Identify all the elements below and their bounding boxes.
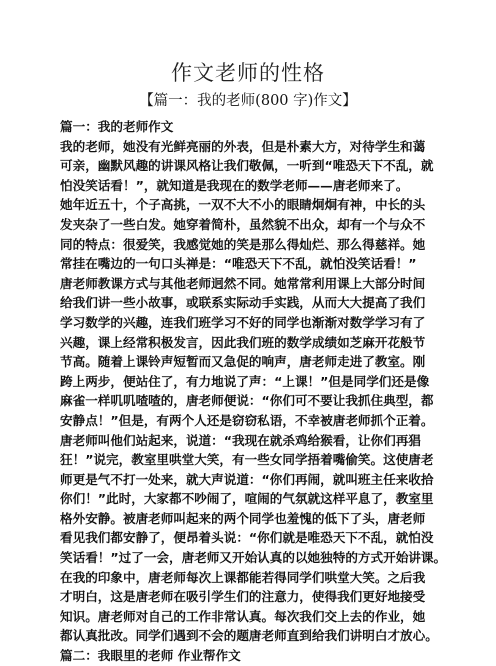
body-line: 你们！”此时，大家都不吵闹了，喧闹的气氛就这样平息了，教室里	[60, 491, 434, 507]
body-line: 狂！”说完，教室里哄堂大笑，有一些女同学捂着嘴偷笑。这使唐老	[60, 452, 434, 468]
body-line: 我的老师，她没有光鲜亮丽的外表，但是朴素大方，对待学生和蔼	[60, 138, 426, 154]
body-line: 看见我们都安静了，便昂着头说：“你们就是唯恐天下不乱，就怕没	[60, 530, 434, 546]
body-line: 可亲，幽默风趣的讲课风格让我们敬佩，一听到“唯恐天下不乱，就	[60, 158, 434, 174]
body-line: 学习数学的兴趣，连我们班学习不好的同学也渐渐对数学学习有了	[60, 314, 426, 330]
body-line: 发夹杂了一些白发。她穿着简朴，虽然貌不出众，却有一个与众不	[60, 216, 426, 232]
body-line: 笑话看！”过了一会，唐老师又开始认真的以她独特的方式开始讲课。	[60, 550, 447, 566]
section-heading-cut: 篇二：我眼里的老师 作业帮作文	[60, 648, 241, 664]
body-line: 都认真批改。同学们遇到不会的题唐老师直到给我们讲明白才放心。	[60, 628, 438, 644]
body-line: 怕没笑话看！”，就知道是我现在的数学老师——唐老师来了。	[60, 177, 409, 193]
body-line: 才明白，这是唐老师在吸引学生们的注意力，使得我们更好地接受	[60, 589, 426, 605]
body-line: 给我们讲一些小故事，或联系实际动手实践，从而大大提高了我们	[60, 295, 426, 311]
body-line: 格外安静。被唐老师叫起来的两个同学也羞愧的低下了头，唐老师	[60, 510, 426, 526]
body-line: 跨上两步，便站住了，有力地说了声：“上课！”但是同学们还是像	[60, 373, 430, 389]
document-subtitle: 【篇一：我的老师(800 字)作文】	[139, 93, 357, 109]
body-line: 唐老师教课方式与其他老师迥然不同。她常常利用课上大部分时间	[60, 275, 426, 291]
document-body	[60, 117, 447, 666]
body-line: 唐老师叫他们站起来，说道：“我现在就杀鸡给猴看，让你们再猖	[60, 432, 421, 448]
body-line: 常挂在嘴边的一句口头禅是：“唯恐天下不乱，就怕没笑话看！”	[60, 256, 417, 272]
body-line: 节高。随着上课铃声短暂而又急促的响声，唐老师走进了教室。刚	[60, 354, 426, 370]
body-line: 同的特点：很爱笑，我感觉她的笑是那么得灿烂、那么得慈祥。她	[60, 236, 426, 252]
body-line: 安静点！”但是，有两个人还是窃窃私语，不幸被唐老师抓个正着。	[60, 412, 434, 428]
body-line: 她年近五十，个子高挑，一双不大不小的眼睛炯炯有神，中长的头	[60, 197, 426, 213]
body-line: 麻雀一样叽叽喳喳的，唐老师便说：“你们可不要让我抓住典型，都	[60, 393, 434, 409]
body-line: 兴趣，课上经常积极发言，因此我们班的数学成绩如芝麻开花般节	[60, 334, 426, 350]
body-line: 知识。唐老师对自己的工作非常认真。每次我们交上去的作业，她	[60, 608, 426, 624]
body-line: 在我的印象中，唐老师每次上课都能若得同学们哄堂大笑。之后我	[60, 569, 426, 585]
section-heading: 篇一：我的老师作文	[60, 119, 174, 134]
body-line: 师更是气不打一处来，就大声说道：“你们再闹，就叫班主任来收拾	[60, 471, 434, 487]
document-title: 作文老师的性格	[171, 61, 325, 85]
